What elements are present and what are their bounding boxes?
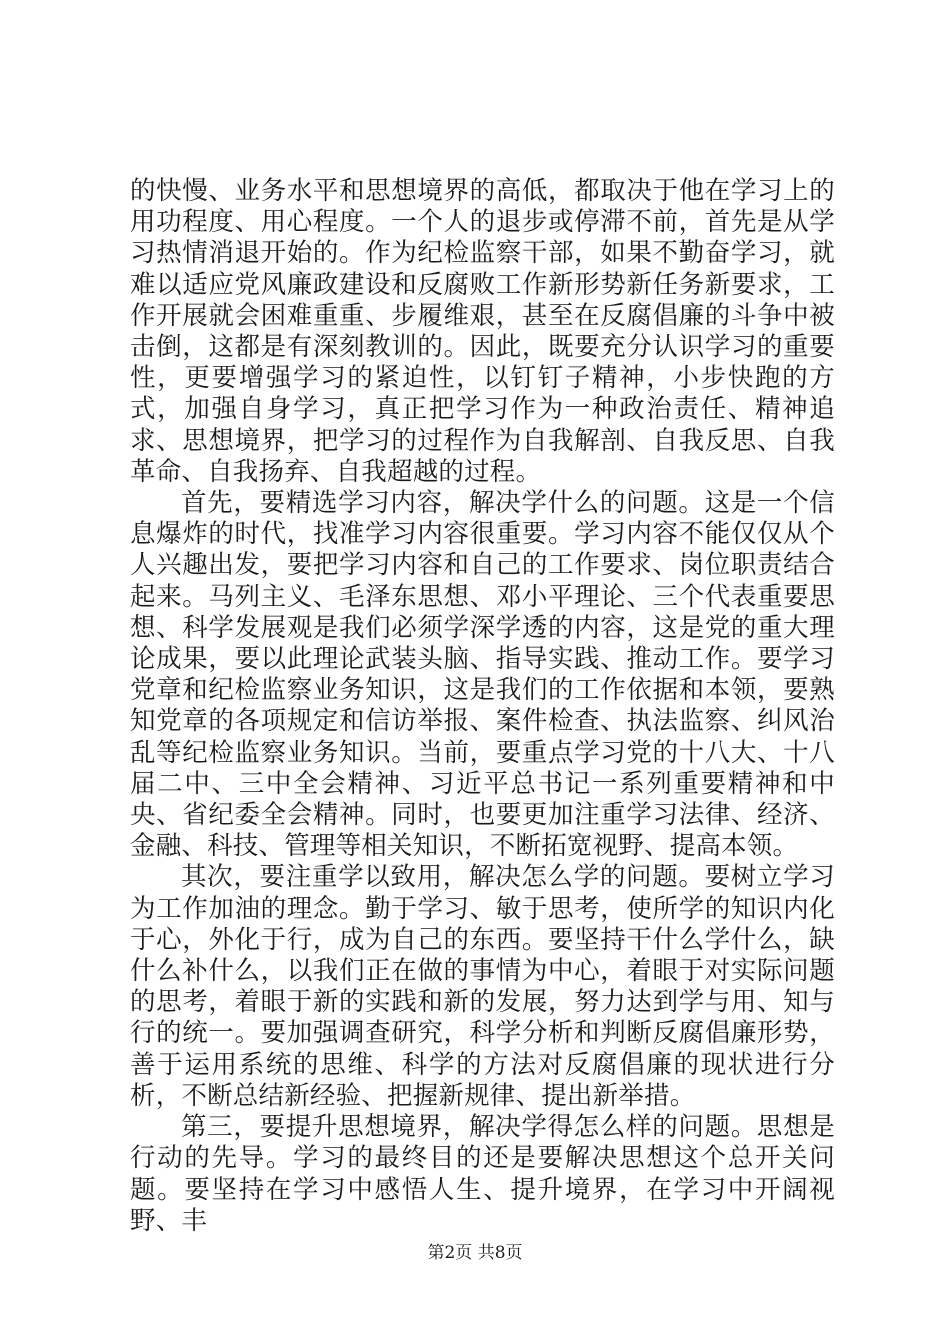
paragraph-2: 首先，要精选学习内容，解决学什么的问题。这是一个信息爆炸的时代，找准学习内容很重要。学习内容不能仅仅从个人兴趣出发，要把学习内容和自己的工作要求、岗位职责结合起来。马列主义、毛泽东思想、邓小平理论、三个代表重要思想、科学发展观是我们必须学深学透的内容，这是党的重大理论成果，要以此理论武装头脑、指导实践、推动工作。要学习党章和纪检监察业务知识，这是我们的工作依据和本领，要熟知党章的各项规定和信访举报、案件检查、执法监察、纠风治乱等纪检监察业务知识。当前，要重点学习党的十八大、十八届二中、三中全会精神、习近平总书记一系列重要精神和中央、省纪委全会精神。同时，也要更加注重学习法律、经济、金融、科技、管理等相关知识，不断拓宽视野、提高本领。 bbox=[130, 488, 835, 862]
paragraph-4: 第三，要提升思想境界，解决学得怎么样的问题。思想是行动的先导。学习的最终目的还是要解决思想这个总开关问题。要坚持在学习中感悟人生、提升境界，在学习中开阔视野、丰 bbox=[130, 1112, 835, 1236]
document-body bbox=[130, 176, 835, 1237]
paragraph-3: 其次，要注重学以致用，解决怎么学的问题。要树立学习为工作加油的理念。勤于学习、敏于思考，使所学的知识内化于心，外化于行，成为自己的东西。要坚持干什么学什么，缺什么补什么，以我们正在做的事情为中心，着眼于对实际问题的思考，着眼于新的实践和新的发展，努力达到学与用、知与行的统一。要加强调查研究，科学分析和判断反腐倡廉形势，善于运用系统的思维、科学的方法对反腐倡廉的现状进行分析，不断总结新经验、把握新规律、提出新举措。 bbox=[130, 862, 835, 1111]
page-number-footer: 第2页 共8页 bbox=[427, 1243, 523, 1263]
paragraph-1: 的快慢、业务水平和思想境界的高低，都取决于他在学习上的用功程度、用心程度。一个人的退步或停滞不前，首先是从学习热情消退开始的。作为纪检监察干部，如果不勤奋学习，就难以适应党风廉政建设和反腐败工作新形势新任务新要求，工作开展就会困难重重、步履维艰，甚至在反腐倡廉的斗争中被击倒，这都是有深刻教训的。因此，既要充分认识学习的重要性，更要增强学习的紧迫性，以钉钉子精神，小步快跑的方式，加强自身学习，真正把学习作为一种政治责任、精神追求、思想境界，把学习的过程作为自我解剖、自我反思、自我革命、自我扬弃、自我超越的过程。 bbox=[130, 176, 835, 487]
